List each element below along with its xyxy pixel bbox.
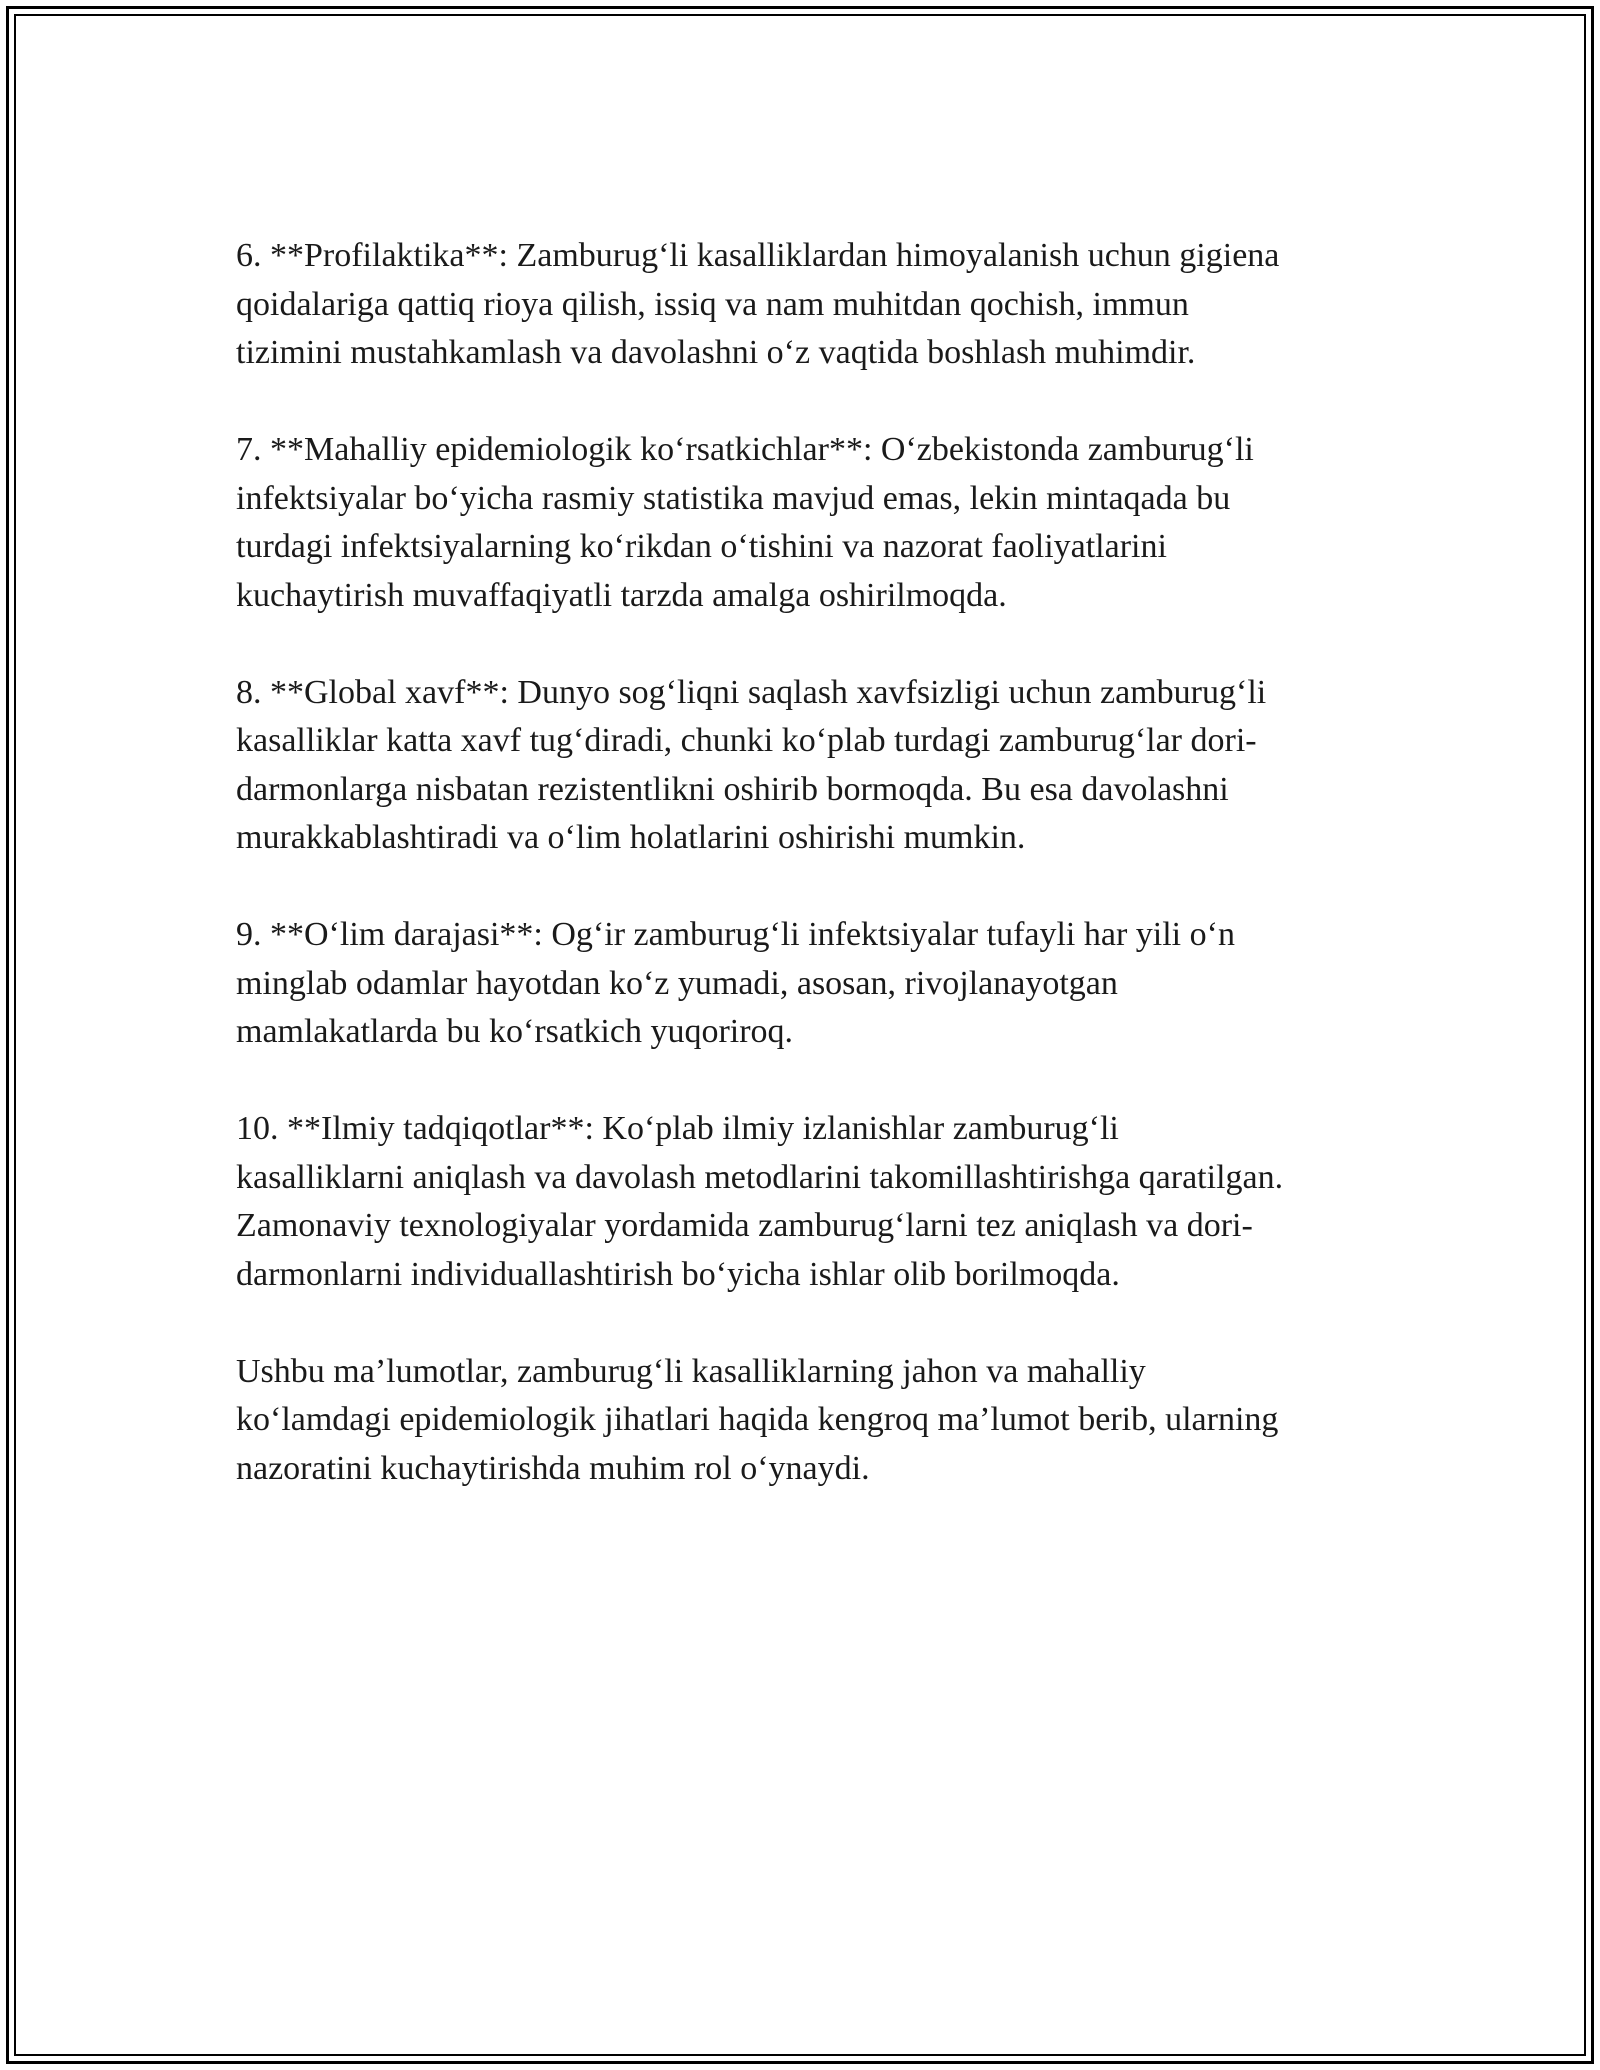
text-line: Ushbu ma’lumotlar, zamburug‘li kasalliklarning jahon va mahalliy [236, 1352, 1146, 1390]
text-line: nazoratini kuchaytirishda muhim rol o‘ynaydi. [236, 1449, 870, 1487]
text-line: ko‘lamdagi epidemiologik jihatlari haqida kengroq ma’lumot berib, ularning [236, 1401, 1279, 1438]
document-body [236, 232, 1376, 1493]
text-line: Zamonaviy texnologiyalar yordamida zamburug‘larni tez aniqlash va dori- [236, 1207, 1253, 1244]
text-line: infektsiyalar bo‘yicha rasmiy statistika mavjud emas, lekin mintaqada bu [236, 479, 1231, 517]
text-line: mamlakatlarda bu ko‘rsatkich yuqoriroq. [236, 1013, 794, 1050]
text-line: murakkablashtiradi va o‘lim holatlarini oshirishi mumkin. [236, 819, 1026, 856]
text-line: 6. **Profilaktika**: Zamburug‘li kasalliklardan himoyalanish uchun gigiena [236, 237, 1280, 274]
text-line: kuchaytirish muvaffaqiyatli tarzda amalga oshirilmoqda. [236, 576, 1007, 614]
text-line: 9. **O‘lim darajasi**: Og‘ir zamburug‘li infektsiyalar tufayli har yili o‘n [236, 916, 1235, 953]
text-line: kasalliklarni aniqlash va davolash metodlarini takomillashtirishga qaratilgan. [236, 1158, 1284, 1196]
text-line: kasalliklar katta xavf tug‘diradi, chunki ko‘plab turdagi zamburug‘lar dori- [236, 722, 1257, 759]
text-line: qoidalariga qattiq rioya qilish, issiq va nam muhitdan qochish, immun [236, 285, 1189, 323]
text-line: 7. **Mahalliy epidemiologik ko‘rsatkichlar**: O‘zbekistonda zamburug‘li [236, 431, 1254, 468]
text-line: darmonlarga nisbatan rezistentlikni oshirib bormoqda. Bu esa davolashni [236, 770, 1229, 808]
paragraph-mahalliy-epidemiologik [236, 426, 1376, 620]
text-line: 8. **Global xavf**: Dunyo sog‘liqni saqlash xavfsizligi uchun zamburug‘li [236, 673, 1267, 711]
text-line: darmonlarni individuallashtirish bo‘yicha ishlar olib borilmoqda. [236, 1255, 1120, 1293]
paragraph-olim-darajasi [236, 911, 1376, 1057]
text-line: 10. **Ilmiy tadqiqotlar**: Ko‘plab ilmiy izlanishlar zamburug‘li [236, 1110, 1119, 1147]
text-line: turdagi infektsiyalarning ko‘rikdan o‘tishini va nazorat faoliyatlarini [236, 528, 1167, 565]
text-line: minglab odamlar hayotdan ko‘z yumadi, asosan, rivojlanayotgan [236, 964, 1118, 1002]
paragraph-profilaktika [236, 232, 1376, 378]
text-line: tizimini mustahkamlash va davolashni o‘z vaqtida boshlash muhimdir. [236, 334, 1196, 371]
paragraph-ilmiy-tadqiqotlar [236, 1105, 1376, 1299]
paragraph-global-xavf [236, 669, 1376, 863]
paragraph-conclusion [236, 1348, 1376, 1494]
